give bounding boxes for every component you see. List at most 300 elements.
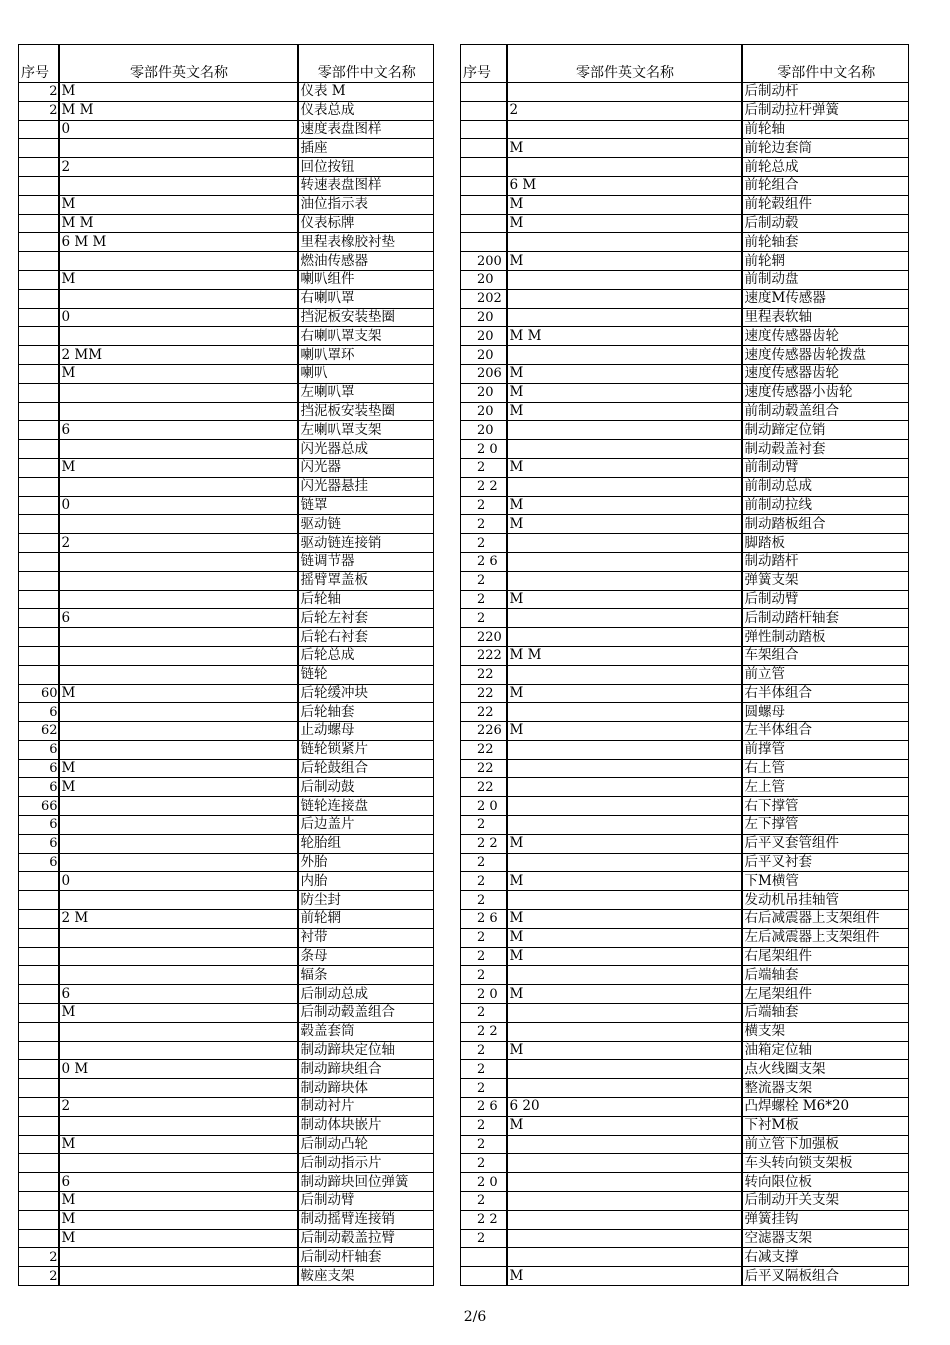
cell-chinese-name: 制动体块嵌片 xyxy=(298,1116,434,1135)
cell-serial-no xyxy=(19,402,59,421)
cell-english-name: M xyxy=(59,364,298,383)
cell-chinese-name: 后制动总成 xyxy=(298,985,434,1004)
table-row xyxy=(461,797,909,816)
cell-serial-no xyxy=(19,966,59,985)
cell-serial-no: 206 xyxy=(461,364,507,383)
cell-chinese-name: 右后减震器上支架组件 xyxy=(742,910,909,929)
cell-chinese-name: 喇叭 xyxy=(298,364,434,383)
cell-chinese-name: 制动衬片 xyxy=(298,1098,434,1117)
cell-chinese-name: 前制动拉线 xyxy=(742,496,909,515)
cell-serial-no: 222 xyxy=(461,646,507,665)
table-row xyxy=(19,590,434,609)
cell-chinese-name: 前轮轴套 xyxy=(742,233,909,252)
cell-chinese-name: 弹簧支架 xyxy=(742,571,909,590)
cell-chinese-name: 速度表盘图样 xyxy=(298,120,434,139)
cell-chinese-name: 弹簧挂钩 xyxy=(742,1210,909,1229)
cell-serial-no: 2 xyxy=(461,1041,507,1060)
cell-chinese-name: 后制动凸轮 xyxy=(298,1135,434,1154)
cell-chinese-name: 空滤器支架 xyxy=(742,1229,909,1248)
cell-english-name: M xyxy=(507,1116,742,1135)
cell-chinese-name: 插座 xyxy=(298,139,434,158)
cell-chinese-name: 鞍座支架 xyxy=(298,1267,434,1286)
table-row xyxy=(19,722,434,741)
cell-english-name xyxy=(507,1079,742,1098)
cell-chinese-name: 喇叭组件 xyxy=(298,270,434,289)
table-row xyxy=(461,966,909,985)
cell-serial-no: 6 xyxy=(19,834,59,853)
cell-english-name: 6 20 xyxy=(507,1098,742,1117)
cell-chinese-name: 止动螺母 xyxy=(298,722,434,741)
cell-english-name xyxy=(59,703,298,722)
table-row xyxy=(19,1267,434,1286)
cell-english-name xyxy=(59,1079,298,1098)
cell-serial-no xyxy=(19,1154,59,1173)
cell-serial-no: 2 6 xyxy=(461,1098,507,1117)
table-row xyxy=(19,778,434,797)
table-row xyxy=(461,703,909,722)
cell-english-name: 2 xyxy=(59,158,298,177)
cell-english-name: M xyxy=(59,1004,298,1023)
cell-chinese-name: 后平叉套管组件 xyxy=(742,834,909,853)
cell-serial-no xyxy=(19,346,59,365)
table-row xyxy=(461,346,909,365)
cell-serial-no: 60 xyxy=(19,684,59,703)
cell-chinese-name: 前制动盘 xyxy=(742,270,909,289)
cell-english-name xyxy=(59,665,298,684)
cell-english-name xyxy=(507,1060,742,1079)
cell-english-name: M xyxy=(507,214,742,233)
cell-english-name: 6 M xyxy=(507,176,742,195)
cell-english-name: M xyxy=(507,985,742,1004)
cell-chinese-name: 链轮锁紧片 xyxy=(298,740,434,759)
cell-english-name: M xyxy=(59,778,298,797)
cell-serial-no: 2 2 xyxy=(461,1022,507,1041)
cell-english-name xyxy=(507,1173,742,1192)
table-row xyxy=(19,1022,434,1041)
cell-chinese-name: 横支架 xyxy=(742,1022,909,1041)
cell-chinese-name: 后边盖片 xyxy=(298,816,434,835)
cell-english-name xyxy=(507,552,742,571)
cell-english-name xyxy=(59,947,298,966)
table-row xyxy=(19,308,434,327)
table-row xyxy=(19,120,434,139)
cell-serial-no xyxy=(19,552,59,571)
cell-serial-no xyxy=(19,120,59,139)
cell-serial-no: 6 xyxy=(19,853,59,872)
table-row xyxy=(19,816,434,835)
table-row xyxy=(461,477,909,496)
cell-chinese-name: 前制动总成 xyxy=(742,477,909,496)
cell-serial-no xyxy=(19,609,59,628)
table-row xyxy=(461,233,909,252)
cell-english-name xyxy=(507,120,742,139)
cell-english-name: M xyxy=(507,910,742,929)
cell-serial-no: 2 2 xyxy=(461,477,507,496)
table-row xyxy=(19,609,434,628)
cell-serial-no xyxy=(19,590,59,609)
cell-english-name xyxy=(59,628,298,647)
cell-serial-no: 2 xyxy=(461,1060,507,1079)
cell-chinese-name: 仪表标牌 xyxy=(298,214,434,233)
cell-serial-no: 22 xyxy=(461,778,507,797)
table-row xyxy=(461,1210,909,1229)
cell-english-name: 6 M M xyxy=(59,233,298,252)
cell-serial-no xyxy=(461,120,507,139)
cell-english-name xyxy=(507,233,742,252)
cell-english-name xyxy=(507,797,742,816)
cell-serial-no xyxy=(19,458,59,477)
cell-english-name xyxy=(59,891,298,910)
table-row xyxy=(461,308,909,327)
cell-serial-no: 226 xyxy=(461,722,507,741)
cell-chinese-name: 右喇叭罩支架 xyxy=(298,327,434,346)
cell-english-name: M xyxy=(507,364,742,383)
cell-english-name: M xyxy=(507,928,742,947)
table-row xyxy=(19,947,434,966)
cell-chinese-name: 左下撑管 xyxy=(742,816,909,835)
table-row xyxy=(19,646,434,665)
cell-serial-no xyxy=(19,646,59,665)
cell-serial-no: 2 xyxy=(461,853,507,872)
table-row xyxy=(19,797,434,816)
cell-serial-no xyxy=(19,195,59,214)
cell-chinese-name: 制动蹄块体 xyxy=(298,1079,434,1098)
cell-serial-no xyxy=(19,1041,59,1060)
table-row xyxy=(461,1135,909,1154)
cell-chinese-name: 喇叭罩环 xyxy=(298,346,434,365)
cell-chinese-name: 后制动拉杆弹簧 xyxy=(742,101,909,120)
cell-chinese-name: 前立管下加强板 xyxy=(742,1135,909,1154)
cell-english-name xyxy=(59,853,298,872)
table-row xyxy=(19,139,434,158)
table-row xyxy=(461,928,909,947)
cell-english-name: M xyxy=(507,402,742,421)
cell-english-name xyxy=(507,1229,742,1248)
table-row xyxy=(461,1079,909,1098)
cell-serial-no xyxy=(19,270,59,289)
cell-english-name xyxy=(507,158,742,177)
table-row xyxy=(461,552,909,571)
cell-chinese-name: 挡泥板安装垫圈 xyxy=(298,308,434,327)
cell-chinese-name: 左喇叭罩 xyxy=(298,383,434,402)
cell-serial-no: 22 xyxy=(461,740,507,759)
cell-english-name xyxy=(507,477,742,496)
cell-english-name xyxy=(507,816,742,835)
cell-serial-no xyxy=(19,421,59,440)
cell-english-name: M xyxy=(507,590,742,609)
table-row xyxy=(19,966,434,985)
cell-serial-no: 2 0 xyxy=(461,797,507,816)
cell-serial-no: 22 xyxy=(461,684,507,703)
cell-english-name: M xyxy=(507,1041,742,1060)
cell-serial-no xyxy=(19,515,59,534)
cell-serial-no xyxy=(19,440,59,459)
cell-serial-no: 2 xyxy=(461,609,507,628)
cell-chinese-name: 前轮轴 xyxy=(742,120,909,139)
cell-serial-no: 6 xyxy=(19,778,59,797)
cell-chinese-name: 后轮缓冲块 xyxy=(298,684,434,703)
cell-chinese-name: 右下撑管 xyxy=(742,797,909,816)
cell-serial-no xyxy=(19,308,59,327)
cell-english-name: M xyxy=(507,515,742,534)
table-row xyxy=(19,571,434,590)
table-row xyxy=(19,252,434,271)
table-row xyxy=(19,158,434,177)
cell-chinese-name: 里程表软轴 xyxy=(742,308,909,327)
cell-chinese-name: 回位按钮 xyxy=(298,158,434,177)
cell-chinese-name: 转向限位板 xyxy=(742,1173,909,1192)
cell-english-name xyxy=(507,740,742,759)
cell-english-name xyxy=(59,966,298,985)
cell-english-name: 0 M xyxy=(59,1060,298,1079)
cell-chinese-name: 制动蹄定位销 xyxy=(742,421,909,440)
table-row xyxy=(461,628,909,647)
cell-chinese-name: 油箱定位轴 xyxy=(742,1041,909,1060)
cell-chinese-name: 后制动指示片 xyxy=(298,1154,434,1173)
table-row xyxy=(19,364,434,383)
table-row xyxy=(19,421,434,440)
cell-english-name: M M xyxy=(59,214,298,233)
cell-serial-no: 6 xyxy=(19,703,59,722)
cell-serial-no xyxy=(19,327,59,346)
cell-serial-no: 22 xyxy=(461,665,507,684)
table-row xyxy=(461,289,909,308)
cell-english-name: M xyxy=(59,458,298,477)
cell-chinese-name: 防尘封 xyxy=(298,891,434,910)
table-row xyxy=(19,703,434,722)
table-row xyxy=(19,270,434,289)
table-row xyxy=(461,327,909,346)
cell-chinese-name: 仪表 M xyxy=(298,83,434,102)
cell-english-name: M xyxy=(59,684,298,703)
cell-serial-no: 22 xyxy=(461,759,507,778)
table-header-row xyxy=(19,45,434,83)
cell-english-name xyxy=(507,270,742,289)
cell-chinese-name: 前立管 xyxy=(742,665,909,684)
cell-chinese-name: 后制动毂盖拉臂 xyxy=(298,1229,434,1248)
cell-english-name: M xyxy=(59,83,298,102)
cell-serial-no xyxy=(19,891,59,910)
header-serial-no: 序号 xyxy=(19,45,59,83)
cell-serial-no xyxy=(19,1229,59,1248)
cell-english-name: M M xyxy=(507,646,742,665)
cell-serial-no: 2 xyxy=(461,571,507,590)
cell-serial-no xyxy=(19,872,59,891)
cell-chinese-name: 前轮辋 xyxy=(742,252,909,271)
cell-english-name: 2 xyxy=(59,534,298,553)
cell-chinese-name: 挡泥板安装垫圈 xyxy=(298,402,434,421)
cell-english-name xyxy=(507,759,742,778)
cell-english-name xyxy=(507,966,742,985)
cell-chinese-name: 链轮连接盘 xyxy=(298,797,434,816)
table-row xyxy=(19,496,434,515)
cell-english-name: 0 xyxy=(59,308,298,327)
table-row xyxy=(19,928,434,947)
cell-chinese-name: 毂盖套筒 xyxy=(298,1022,434,1041)
cell-english-name xyxy=(507,83,742,102)
cell-serial-no xyxy=(461,195,507,214)
cell-english-name xyxy=(507,1004,742,1023)
cell-english-name xyxy=(507,534,742,553)
cell-serial-no: 6 xyxy=(19,759,59,778)
table-row xyxy=(19,534,434,553)
cell-serial-no xyxy=(19,947,59,966)
table-row xyxy=(19,1248,434,1267)
cell-serial-no xyxy=(19,571,59,590)
table-row xyxy=(461,158,909,177)
cell-english-name: 6 xyxy=(59,1173,298,1192)
table-row xyxy=(461,1229,909,1248)
cell-chinese-name: 链轮 xyxy=(298,665,434,684)
table-row xyxy=(19,214,434,233)
cell-serial-no: 66 xyxy=(19,797,59,816)
header-english-name: 零部件英文名称 xyxy=(507,45,742,83)
cell-serial-no: 2 xyxy=(461,534,507,553)
cell-serial-no xyxy=(461,139,507,158)
cell-chinese-name: 制动摇臂连接销 xyxy=(298,1210,434,1229)
cell-english-name xyxy=(507,440,742,459)
cell-serial-no xyxy=(19,628,59,647)
cell-chinese-name: 后制动毂盖组合 xyxy=(298,1004,434,1023)
cell-english-name xyxy=(507,1192,742,1211)
cell-english-name: M xyxy=(507,139,742,158)
header-chinese-name: 零部件中文名称 xyxy=(742,45,909,83)
cell-chinese-name: 后制动杆 xyxy=(742,83,909,102)
table-row xyxy=(461,684,909,703)
cell-serial-no xyxy=(19,534,59,553)
cell-chinese-name: 驱动链 xyxy=(298,515,434,534)
cell-english-name xyxy=(59,402,298,421)
cell-english-name xyxy=(59,327,298,346)
table-row xyxy=(461,891,909,910)
cell-serial-no: 20 xyxy=(461,308,507,327)
cell-serial-no: 2 0 xyxy=(461,985,507,1004)
table-row xyxy=(461,1116,909,1135)
cell-english-name xyxy=(507,628,742,647)
table-row xyxy=(19,684,434,703)
cell-serial-no xyxy=(19,477,59,496)
cell-chinese-name: 后制动踏杆轴套 xyxy=(742,609,909,628)
cell-serial-no: 62 xyxy=(19,722,59,741)
cell-chinese-name: 制动踏板组合 xyxy=(742,515,909,534)
cell-chinese-name: 后轮轴套 xyxy=(298,703,434,722)
table-row xyxy=(19,853,434,872)
cell-chinese-name: 凸焊螺栓 M6*20 xyxy=(742,1098,909,1117)
cell-english-name xyxy=(507,1022,742,1041)
cell-chinese-name: 链调节器 xyxy=(298,552,434,571)
table-row xyxy=(461,1248,909,1267)
table-row xyxy=(19,327,434,346)
cell-serial-no: 2 xyxy=(461,816,507,835)
cell-english-name: M xyxy=(507,383,742,402)
cell-english-name xyxy=(59,834,298,853)
cell-serial-no: 20 xyxy=(461,421,507,440)
table-row xyxy=(19,477,434,496)
cell-english-name xyxy=(507,853,742,872)
cell-serial-no xyxy=(19,1079,59,1098)
cell-english-name: M xyxy=(507,684,742,703)
cell-chinese-name: 弹性制动踏板 xyxy=(742,628,909,647)
cell-chinese-name: 前轮组合 xyxy=(742,176,909,195)
cell-serial-no xyxy=(19,1060,59,1079)
table-row xyxy=(461,872,909,891)
table-row xyxy=(461,816,909,835)
table-row xyxy=(19,289,434,308)
cell-serial-no xyxy=(461,1267,507,1286)
table-row xyxy=(461,364,909,383)
table-row xyxy=(19,1079,434,1098)
cell-chinese-name: 辐条 xyxy=(298,966,434,985)
cell-serial-no: 2 xyxy=(19,101,59,120)
cell-serial-no: 2 6 xyxy=(461,910,507,929)
table-row xyxy=(19,195,434,214)
cell-serial-no: 2 6 xyxy=(461,552,507,571)
cell-serial-no xyxy=(19,1135,59,1154)
cell-english-name: M xyxy=(507,722,742,741)
table-row xyxy=(19,1173,434,1192)
cell-serial-no: 22 xyxy=(461,703,507,722)
table-row xyxy=(461,985,909,1004)
cell-serial-no xyxy=(461,1248,507,1267)
cell-serial-no xyxy=(19,176,59,195)
table-row xyxy=(461,834,909,853)
cell-english-name xyxy=(59,176,298,195)
cell-english-name: M xyxy=(59,1210,298,1229)
table-row xyxy=(19,872,434,891)
table-row xyxy=(19,402,434,421)
table-row xyxy=(19,1098,434,1117)
cell-english-name xyxy=(507,703,742,722)
table-row xyxy=(461,1173,909,1192)
cell-english-name xyxy=(507,421,742,440)
cell-chinese-name: 驱动链连接销 xyxy=(298,534,434,553)
cell-chinese-name: 内胎 xyxy=(298,872,434,891)
cell-serial-no: 220 xyxy=(461,628,507,647)
cell-serial-no xyxy=(461,158,507,177)
cell-chinese-name: 燃油传感器 xyxy=(298,252,434,271)
cell-english-name: M xyxy=(507,252,742,271)
table-row xyxy=(461,571,909,590)
cell-english-name: M xyxy=(507,458,742,477)
cell-serial-no: 20 xyxy=(461,383,507,402)
table-row xyxy=(461,1041,909,1060)
cell-chinese-name: 左后减震器上支架组件 xyxy=(742,928,909,947)
cell-english-name xyxy=(59,289,298,308)
cell-english-name xyxy=(59,722,298,741)
cell-serial-no xyxy=(461,233,507,252)
cell-english-name: M xyxy=(59,270,298,289)
cell-english-name xyxy=(507,778,742,797)
cell-chinese-name: 后平叉隔板组合 xyxy=(742,1267,909,1286)
cell-english-name xyxy=(59,740,298,759)
cell-serial-no: 2 xyxy=(19,1267,59,1286)
cell-english-name: 0 xyxy=(59,496,298,515)
table-row xyxy=(461,515,909,534)
cell-english-name xyxy=(507,1135,742,1154)
cell-english-name: 2 xyxy=(59,1098,298,1117)
cell-english-name xyxy=(507,891,742,910)
cell-chinese-name: 制动蹄块回位弹簧 xyxy=(298,1173,434,1192)
cell-serial-no: 200 xyxy=(461,252,507,271)
cell-chinese-name: 车架组合 xyxy=(742,646,909,665)
cell-english-name: 0 xyxy=(59,120,298,139)
cell-serial-no: 2 xyxy=(461,458,507,477)
cell-chinese-name: 后平叉衬套 xyxy=(742,853,909,872)
cell-serial-no: 2 2 xyxy=(461,1210,507,1229)
cell-english-name xyxy=(59,1116,298,1135)
cell-serial-no xyxy=(19,383,59,402)
cell-chinese-name: 后制动杆轴套 xyxy=(298,1248,434,1267)
